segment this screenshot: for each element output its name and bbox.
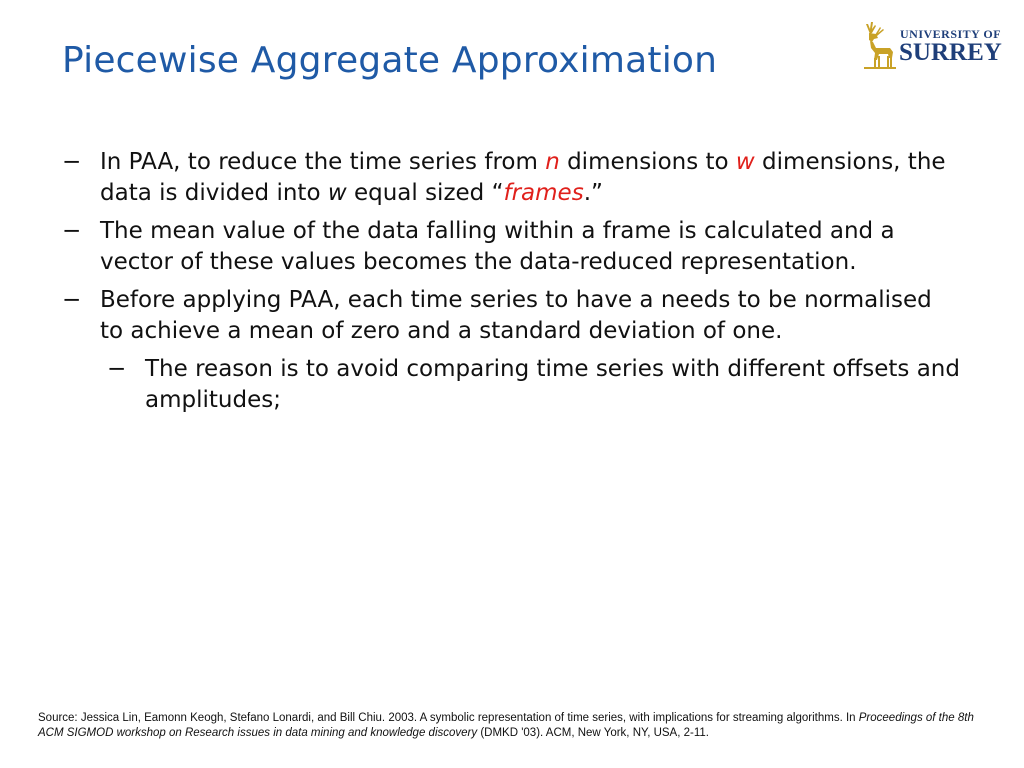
bullet-dash: −	[62, 218, 82, 244]
slide-body	[62, 147, 962, 416]
slide-title: Piecewise Aggregate Approximation	[62, 40, 718, 81]
bullet-text: dimensions, the data is divided into	[100, 149, 946, 206]
bullet-dash: −	[62, 149, 82, 175]
w-variable: w	[735, 149, 755, 175]
bullet-item	[62, 285, 962, 347]
bullet-text: dimensions to	[559, 149, 736, 175]
university-logo	[856, 20, 1006, 72]
sub-bullet-item	[62, 354, 962, 416]
bullet-text: The mean value of the data falling within a frame is calculated and a vector of these values becomes the data-reduced representation.	[100, 218, 895, 275]
bullet-text: .”	[583, 180, 603, 206]
bullet-text: equal sized “	[346, 180, 504, 206]
bullet-item	[62, 147, 962, 209]
bullet-dash: −	[62, 287, 82, 313]
citation-venue: Proceedings of the 8th ACM SIGMOD workshop on Research issues in data mining and knowledge discovery	[38, 712, 974, 739]
w-variable: w	[327, 180, 347, 206]
source-citation	[38, 711, 998, 741]
bullet-text: In PAA, to reduce the time series from	[100, 149, 546, 175]
bullet-item	[62, 216, 962, 278]
frames-term: frames	[503, 180, 584, 206]
logo-text-surrey: SURREY	[899, 39, 1002, 66]
n-variable: n	[545, 149, 560, 175]
stag-icon	[856, 20, 898, 70]
citation-text: Source: Jessica Lin, Eamonn Keogh, Stefano Lonardi, and Bill Chiu. 2003. A symbolic representation of time series, with implications for streaming algorithms. In	[38, 712, 859, 724]
citation-text: (DMKD '03). ACM, New York, NY, USA, 2-11.	[477, 727, 709, 739]
bullet-text: The reason is to avoid comparing time series with different offsets and amplitudes;	[145, 356, 960, 413]
logo-text-university: UNIVERSITY OF	[900, 27, 1002, 41]
bullet-text: Before applying PAA, each time series to have a needs to be normalised to achieve a mean of zero and a standard deviation of one.	[100, 287, 932, 344]
bullet-dash: −	[107, 356, 127, 382]
